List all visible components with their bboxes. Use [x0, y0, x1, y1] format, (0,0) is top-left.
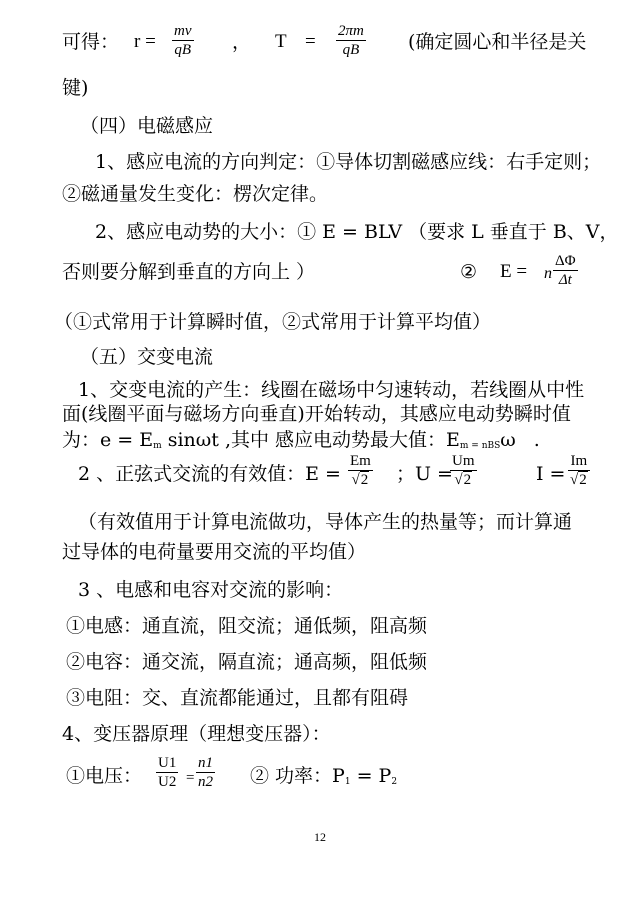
item-4-2-note: （①式常用于计算瞬时值，②式常用于计算平均值） — [54, 311, 492, 333]
turns-numerator: n1 — [198, 755, 213, 771]
power-sub-2: 2 — [391, 777, 398, 787]
emf-fraction — [553, 252, 578, 289]
i-eff-denominator: √2 — [570, 472, 587, 488]
u-effective-label: ；U = — [396, 463, 453, 485]
emf-denominator: Δt — [558, 272, 572, 288]
e-eff-numerator: Em — [350, 453, 371, 469]
i-effective-fraction — [568, 452, 590, 489]
power-formula — [250, 764, 397, 794]
item-4-2-line-b: 否则要分解到垂直的方向上 ） — [62, 261, 316, 283]
item-5-1-line-a: 1、交变电流的产生：线圈在磁场中匀速转动，若线圈从中性 — [78, 379, 585, 401]
e-eff-denominator: √2 — [351, 472, 369, 488]
i-effective-label: I = — [536, 463, 566, 485]
r-numerator: mv — [174, 23, 192, 39]
line-end-dot: . — [533, 429, 540, 451]
T-eq: = — [305, 31, 316, 52]
emf-numerator: ΔΦ — [555, 253, 576, 269]
power-eq: = P — [350, 765, 392, 787]
r-lhs: r = — [134, 31, 156, 52]
item-5-2-note-b: 过导体的电荷量要用交流的平均值） — [62, 541, 367, 563]
T-denominator: qB — [342, 42, 360, 58]
T-fraction — [336, 22, 366, 59]
turns-ratio-fraction — [196, 754, 215, 791]
item-5-1-line-b: 面(线圈平面与磁场方向垂直)开始转动，其感应电动势瞬时值 — [62, 403, 571, 425]
r-fraction — [172, 22, 194, 59]
u-effective-fraction — [450, 452, 477, 489]
voltage-label: ①电压： — [66, 765, 143, 787]
voltage-ratio-fraction — [156, 754, 178, 791]
line1-comma: ， — [232, 31, 252, 53]
voltage-denominator: U2 — [158, 774, 177, 790]
omega-symbol: ω — [500, 429, 516, 451]
page-number: 12 — [314, 830, 326, 844]
u-eff-numerator: Um — [452, 453, 475, 469]
voltage-numerator: U1 — [158, 755, 177, 771]
eq-instant-a: 为：e = E — [62, 429, 154, 451]
T-numerator: 2πm — [338, 23, 364, 39]
item-5-4: 4、变压器原理（理想变压器）： — [62, 723, 331, 745]
eq-instant-b: sinωt ,其中 感应电动势最大值：E — [161, 429, 460, 451]
turns-denominator: n2 — [198, 774, 213, 790]
i-eff-numerator: Im — [568, 452, 590, 471]
emf-lhs: E = — [500, 261, 528, 282]
line2: 键) — [62, 77, 89, 99]
u-eff-denominator: √2 — [454, 472, 472, 488]
line1-prefix: 可得： — [62, 31, 120, 53]
sub-max: m = nBS — [459, 441, 501, 451]
item-5-2-note-a: （有效值用于计算电流做功，导体产生的热量等；而计算通 — [78, 511, 573, 533]
section-5-title: （五）交变电流 — [80, 346, 214, 368]
item-5-3-capacitor: ②电容：通交流，隔直流；通高频，阻低频 — [66, 651, 428, 673]
item-4-1-line-a: 1、感应电流的方向判定：①导体切割磁感应线：右手定则； — [95, 151, 602, 173]
power-sub-1: 1 — [344, 777, 351, 787]
item-5-3: 3 、电感和电容对交流的影响： — [78, 579, 344, 601]
item-4-2-mark: ② — [460, 261, 478, 283]
power-label: ② 功率：P — [250, 765, 345, 787]
item-5-2-label: 2 、正弦式交流的有效值：E = — [78, 463, 341, 485]
r-denominator: qB — [174, 42, 192, 58]
section-4-title: （四）电磁感应 — [80, 115, 214, 137]
item-5-3-inductor: ①电感：通直流，阻交流；通低频，阻高频 — [66, 615, 428, 637]
ratio-eq: = — [186, 770, 195, 786]
item-4-2-line-a: 2、感应电动势的大小：① E = BLV （要求 L 垂直于 B、V， — [95, 221, 619, 243]
line1-note: (确定圆心和半径是关 — [408, 31, 587, 53]
item-5-3-resistor: ③电阻：交、直流都能通过，且都有阻碍 — [66, 687, 409, 709]
item-4-1-line-b: ②磁通量发生变化：楞次定律。 — [62, 183, 329, 205]
sub-m: m — [153, 441, 162, 451]
emf-n: n — [544, 265, 552, 282]
e-effective-fraction — [348, 452, 373, 489]
T-lhs: T — [275, 31, 287, 52]
